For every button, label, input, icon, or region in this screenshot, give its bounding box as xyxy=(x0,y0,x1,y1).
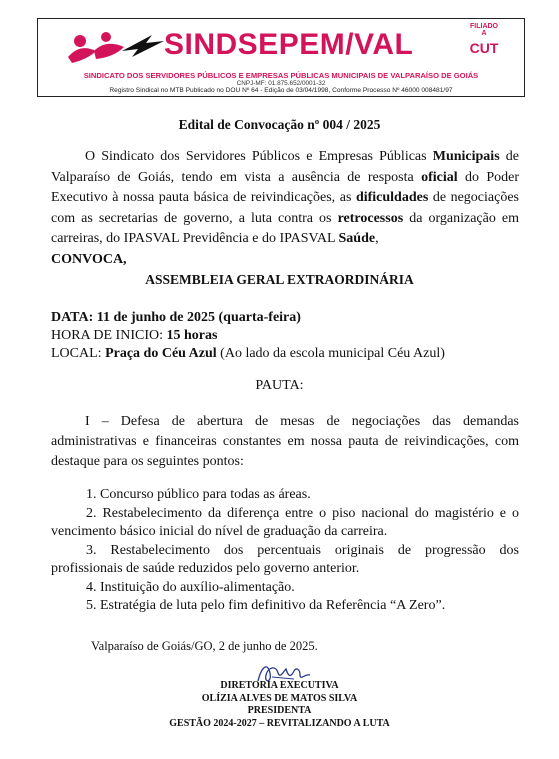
place-date: Valparaíso de Goiás/GO, 2 de junho de 2025. xyxy=(91,639,318,653)
cnpj: CNPJ-MF: 01.875.652/0001-32 xyxy=(236,80,326,87)
date-row xyxy=(51,309,445,327)
time-row xyxy=(51,327,445,345)
agenda-title: PAUTA: xyxy=(255,378,304,393)
agenda-list xyxy=(51,486,519,616)
list-item: 2. Restabelecimento da diferença entre o piso nacional do magistério e o vencimento básico inicial do nível de graduação da carreira. xyxy=(51,505,519,539)
intro-text: de negociações com as secretarias de governo, a luta contra os xyxy=(51,190,519,226)
intro-bold: Saúde xyxy=(338,231,376,246)
assembly-title: ASSEMBLEIA GERAL EXTRAORDINÁRIA xyxy=(145,272,414,287)
signer-name: OLÍZIA ALVES DE MATOS SILVA xyxy=(201,692,358,704)
brand-name: SINDSEPEM/VAL xyxy=(164,28,414,61)
intro-bold: oficial xyxy=(421,169,458,185)
agenda-intro: I – Defesa de abertura de mesas de negociações das demandas administrativas e financeiras constantes em nossa pauta de reivindicações, com destaque para os seguintes pontos: xyxy=(51,414,519,469)
location-note: (Ao lado da escola municipal Céu Azul) xyxy=(220,346,445,361)
intro-text: da organização em carreiras, do IPASVAL Previdência e do IPASVAL xyxy=(51,210,520,246)
location-row xyxy=(51,345,445,363)
intro-bold: Municipais xyxy=(432,149,500,164)
date-value: 11 de junho de 2025 (quarta-feira) xyxy=(96,310,301,325)
list-item: 3. Restabelecimento dos percentuais originais de progressão dos profissionais de saúde reduzidos pelo governo anterior. xyxy=(51,542,519,576)
intro-bold: retrocessos xyxy=(337,210,404,226)
notice-title: Edital de Convocação nº 004 / 2025 xyxy=(178,117,381,132)
location-value: Praça do Céu Azul xyxy=(105,346,217,361)
union-full-name: SINDICATO DOS SERVIDORES PÚBLICOS E EMPRESAS PÚBLICAS MUNICIPAIS DE VALPARAÍSO DE GOIÁS xyxy=(83,71,479,80)
registry-info: Registro Sindical no MTB Publicado no DOU Nº 64 - Edição de 03/04/1998, Conforme Processo Nº 46000 008481/97 xyxy=(109,87,453,94)
intro-paragraph xyxy=(51,147,519,270)
list-item: 4. Instituição do auxílio-alimentação. xyxy=(86,579,295,595)
union-logo-icon xyxy=(66,27,176,71)
intro-text: , xyxy=(375,231,379,246)
list-item: 5. Estratégia de luta pelo fim definitivo da Referência “A Zero”. xyxy=(86,598,446,613)
date-label: DATA: xyxy=(51,310,94,325)
convoca-label: CONVOCA, xyxy=(51,251,127,267)
board-name: DIRETORIA EXECUTIVA xyxy=(220,680,339,691)
term-slogan: GESTÃO 2024-2027 – REVITALIZANDO A LUTA xyxy=(169,717,390,729)
meeting-info xyxy=(51,309,445,363)
intro-bold: dificuldades xyxy=(355,190,429,205)
affiliation-label: FILIADO xyxy=(470,23,498,30)
time-label: HORA DE INICIO: xyxy=(51,328,163,343)
location-label: LOCAL: xyxy=(51,346,102,361)
time-value: 15 horas xyxy=(166,328,218,343)
list-item: 1. Concurso público para todas as áreas. xyxy=(86,487,311,502)
intro-text: de Valparaíso de Goiás, tendo em vista a ausência de resposta xyxy=(51,149,519,185)
intro-text: do Poder Executivo à nossa pauta básica de reivindicações, as xyxy=(51,169,519,205)
letterhead xyxy=(37,18,525,97)
affiliation-a: A xyxy=(481,30,487,37)
affiliation-badge xyxy=(459,23,509,56)
signature-block xyxy=(0,680,559,730)
signer-role: PRESIDENTA xyxy=(247,705,312,716)
intro-text: O Sindicato dos Servidores Públicos e Empresas Públicas xyxy=(85,149,433,164)
cut-logo: CUT xyxy=(469,40,499,56)
